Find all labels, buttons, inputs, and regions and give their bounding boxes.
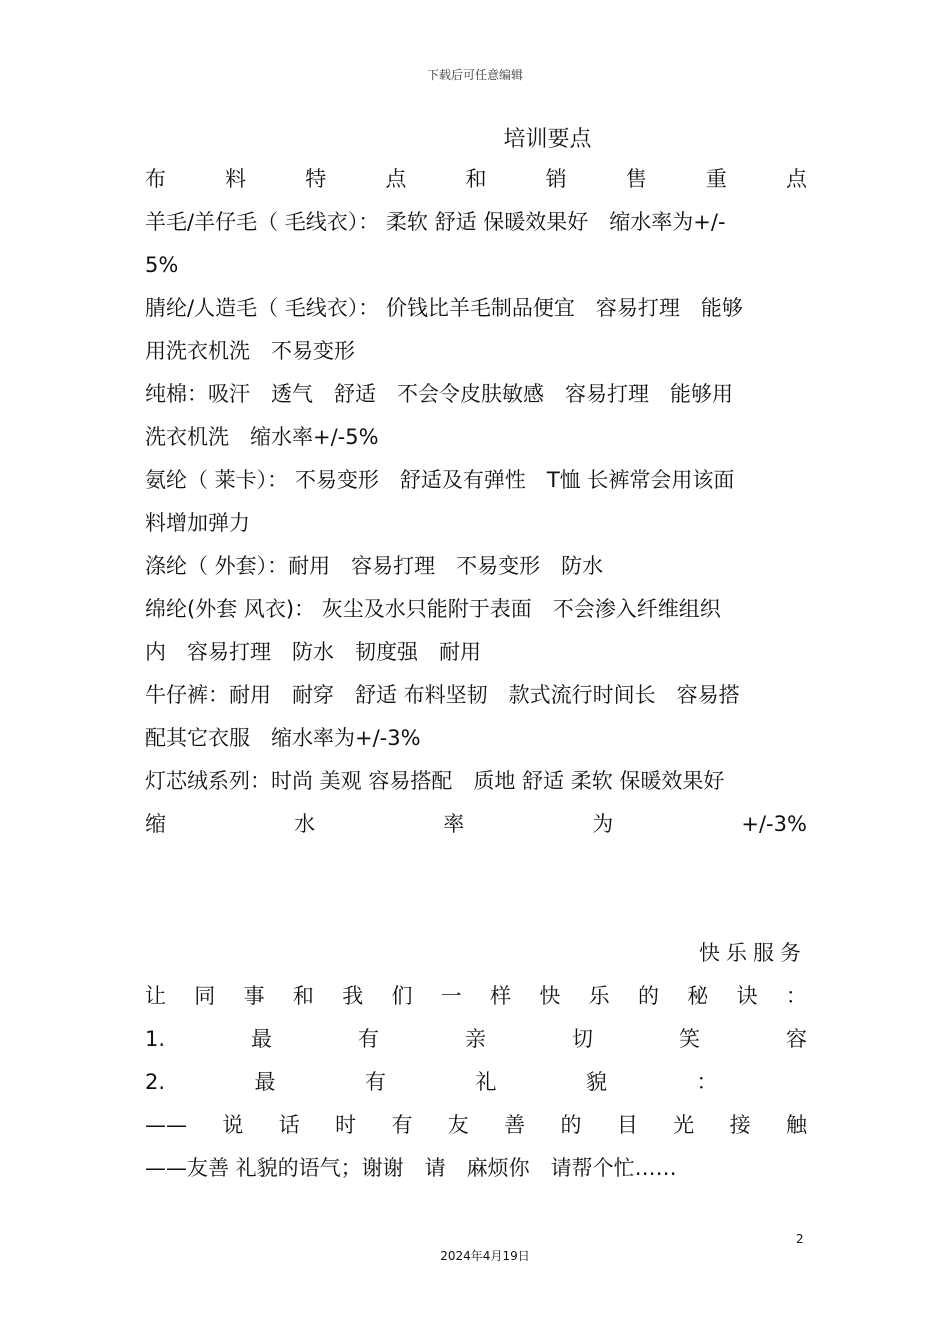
fabric-line-wool: 羊毛/羊仔毛（ 毛线衣）： 柔软 舒适 保暖效果好 缩水率为+/- (145, 210, 726, 234)
fabric-line-corduroy: 灯芯绒系列：时尚 美观 容易搭配 质地 舒适 柔软 保暖效果好 (145, 769, 725, 793)
list-item-tone: ——友善 礼貌的语气；谢谢 请 麻烦你 请帮个忙…… (145, 1156, 677, 1180)
list-item-eye-contact (145, 1104, 807, 1147)
item-part: 最 (251, 1027, 273, 1051)
item-part: 最 (254, 1070, 276, 1094)
item-part: 笑 (678, 1027, 700, 1051)
item-part: 容 (785, 1027, 807, 1051)
fabric-line-spandex-cont: 料增加弹力 (145, 511, 250, 535)
list-item-smile (145, 1018, 807, 1061)
item-part: 触 (785, 1113, 807, 1137)
item-part: 礼 (475, 1070, 497, 1094)
happy-service-section (145, 932, 807, 1190)
item-part: ： (696, 1070, 718, 1094)
secret-char: 和 (292, 984, 314, 1008)
shrink-part: +/-3% (741, 812, 807, 836)
item-part: 有 (358, 1027, 380, 1051)
secret-char: 们 (391, 984, 413, 1008)
fabric-heading-char: 重 (705, 167, 727, 191)
item-part: 2. (145, 1070, 166, 1094)
fabric-heading-char: 料 (225, 167, 247, 191)
document-title: 培训要点 (503, 127, 592, 152)
fabric-heading-char: 特 (305, 167, 327, 191)
shrink-part: 率 (443, 812, 465, 836)
fabric-heading-char: 布 (145, 167, 166, 191)
secret-char: 秘 (687, 984, 709, 1008)
item-part: 1. (145, 1027, 166, 1051)
page-date: 2024年4月19日 (440, 1249, 530, 1263)
fabric-line-denim: 牛仔裤：耐用 耐穿 舒适 布料坚韧 款式流行时间长 容易搭 (145, 683, 740, 707)
fabric-line-acrylic: 腈纶/人造毛（ 毛线衣）： 价钱比羊毛制品便宜 容易打理 能够 (145, 296, 743, 320)
shrink-part: 为 (592, 812, 614, 836)
secret-char: 事 (243, 984, 265, 1008)
fabric-line-cotton: 纯棉：吸汗 透气 舒适 不会令皮肤敏感 容易打理 能够用 (145, 382, 733, 406)
secret-char: 样 (490, 984, 512, 1008)
secret-char: 诀 (736, 984, 758, 1008)
fabric-heading (145, 158, 807, 201)
shrink-part: 缩 (145, 812, 166, 836)
fabric-line-acrylic-cont: 用洗衣机洗 不易变形 (145, 339, 355, 363)
secret-char: 一 (440, 984, 462, 1008)
item-part: 接 (729, 1113, 751, 1137)
fabric-heading-char: 点 (786, 167, 807, 191)
fabric-section (145, 158, 807, 846)
secret-char: 的 (637, 984, 659, 1008)
fabric-line-nylon: 绵纶(外套 风衣)： 灰尘及水只能附于表面 不会渗入纤维组织 (145, 597, 721, 621)
secret-char: 快 (539, 984, 561, 1008)
secret-char: 我 (342, 984, 364, 1008)
page-header: 下载后可任意编辑 (426, 68, 523, 82)
item-part: 友 (447, 1113, 469, 1137)
fabric-line-denim-cont: 配其它衣服 缩水率为+/-3% (145, 726, 421, 750)
item-part: 亲 (465, 1027, 486, 1051)
item-part: 话 (278, 1113, 300, 1137)
fabric-line-wool-cont: 5% (145, 253, 179, 277)
item-part: 有 (365, 1070, 387, 1094)
fabric-line-spandex: 氨纶（ 莱卡）： 不易变形 舒适及有弹性 T恤 长裤常会用该面 (145, 468, 735, 492)
item-part: 貌 (585, 1070, 607, 1094)
item-part: 切 (571, 1027, 593, 1051)
list-item-polite (145, 1061, 807, 1104)
happy-service-heading: 快乐服务 (699, 941, 807, 965)
item-part: 善 (504, 1113, 526, 1137)
item-part: 有 (391, 1113, 413, 1137)
page-number: 2 (796, 1232, 804, 1246)
fabric-line-polyester: 涤纶（ 外套）：耐用 容易打理 不易变形 防水 (145, 554, 604, 578)
fabric-heading-char: 销 (545, 167, 567, 191)
fabric-line-nylon-cont: 内 容易打理 防水 韧度强 耐用 (145, 640, 481, 664)
fabric-line-cotton-cont: 洗衣机洗 缩水率+/-5% (145, 425, 379, 449)
item-part: 目 (616, 1113, 638, 1137)
fabric-heading-char: 点 (385, 167, 407, 191)
item-part: 说 (222, 1113, 244, 1137)
secret-char: 同 (194, 984, 216, 1008)
secret-line (145, 975, 807, 1018)
secret-char: 乐 (588, 984, 610, 1008)
fabric-line-corduroy-shrink (145, 803, 807, 846)
item-part: —— (145, 1113, 187, 1137)
item-part: 时 (335, 1113, 357, 1137)
item-part: 的 (560, 1113, 582, 1137)
shrink-part: 水 (294, 812, 316, 836)
fabric-heading-char: 和 (465, 167, 487, 191)
item-part: 光 (673, 1113, 695, 1137)
secret-char: 让 (145, 984, 166, 1008)
fabric-heading-char: 售 (625, 167, 647, 191)
secret-char: ： (785, 984, 807, 1008)
